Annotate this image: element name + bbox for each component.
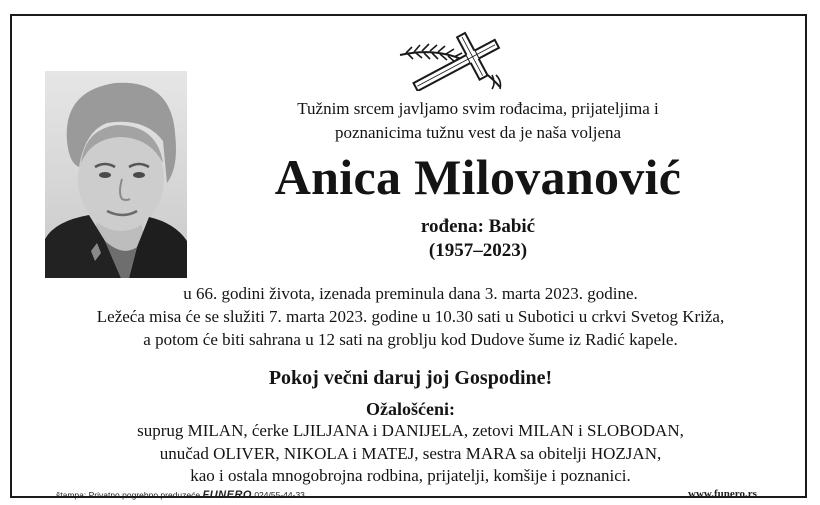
portrait-photo (45, 71, 187, 278)
intro-line: Tužnim srcem javljamo svim rođacima, prijateljima i (297, 99, 659, 118)
mourners-line: kao i ostala mnogobrojna rodbina, prijatelji, komšije i poznanici. (190, 466, 631, 485)
website-link[interactable]: www.funero.rs (688, 488, 757, 500)
print-credit (56, 489, 305, 501)
cross-with-palm-icon (396, 31, 506, 91)
brand-logo: FUNERO (202, 489, 252, 501)
intro-line: poznanicima tužnu vest da je naša voljena (334, 123, 622, 142)
print-prefix: štampa: Privatno pogrebno preduzeće (56, 490, 201, 500)
mourners-line: suprug MILAN, ćerke LJILJANA i DANIJELA, zetovi MILAN i SLOBODAN, (137, 421, 684, 440)
mourners-heading: Ožalošćeni: (366, 399, 455, 419)
mourners-line: unučad OLIVER, NIKOLA i MATEJ, sestra MARA sa obitelji HOZJAN, (159, 443, 662, 463)
maiden-name: rođena: Babić (420, 216, 536, 237)
mourners-list (12, 420, 809, 488)
phone-number: 024/55-44-33 (254, 490, 305, 500)
detail-line: Ležeća misa će se služiti 7. marta 2023. godine u 10.30 sati u Subotici u crkvi Svetog Križa, (96, 307, 725, 326)
obituary-notice (10, 14, 807, 501)
detail-line: a potom će biti sahrana u 12 sati na groblju kod Dudove šume iz Radić kapele. (143, 330, 678, 349)
life-years: (1957–2023) (428, 240, 528, 261)
funeral-details (12, 282, 809, 351)
deceased-name: Anica Milovanović (274, 149, 682, 205)
prayer-line: Pokoj večni daruj joj Gospodine! (268, 367, 553, 389)
detail-line: u 66. godini života, izenada preminula dana 3. marta 2023. godine. (183, 284, 638, 303)
intro-text (198, 97, 758, 145)
